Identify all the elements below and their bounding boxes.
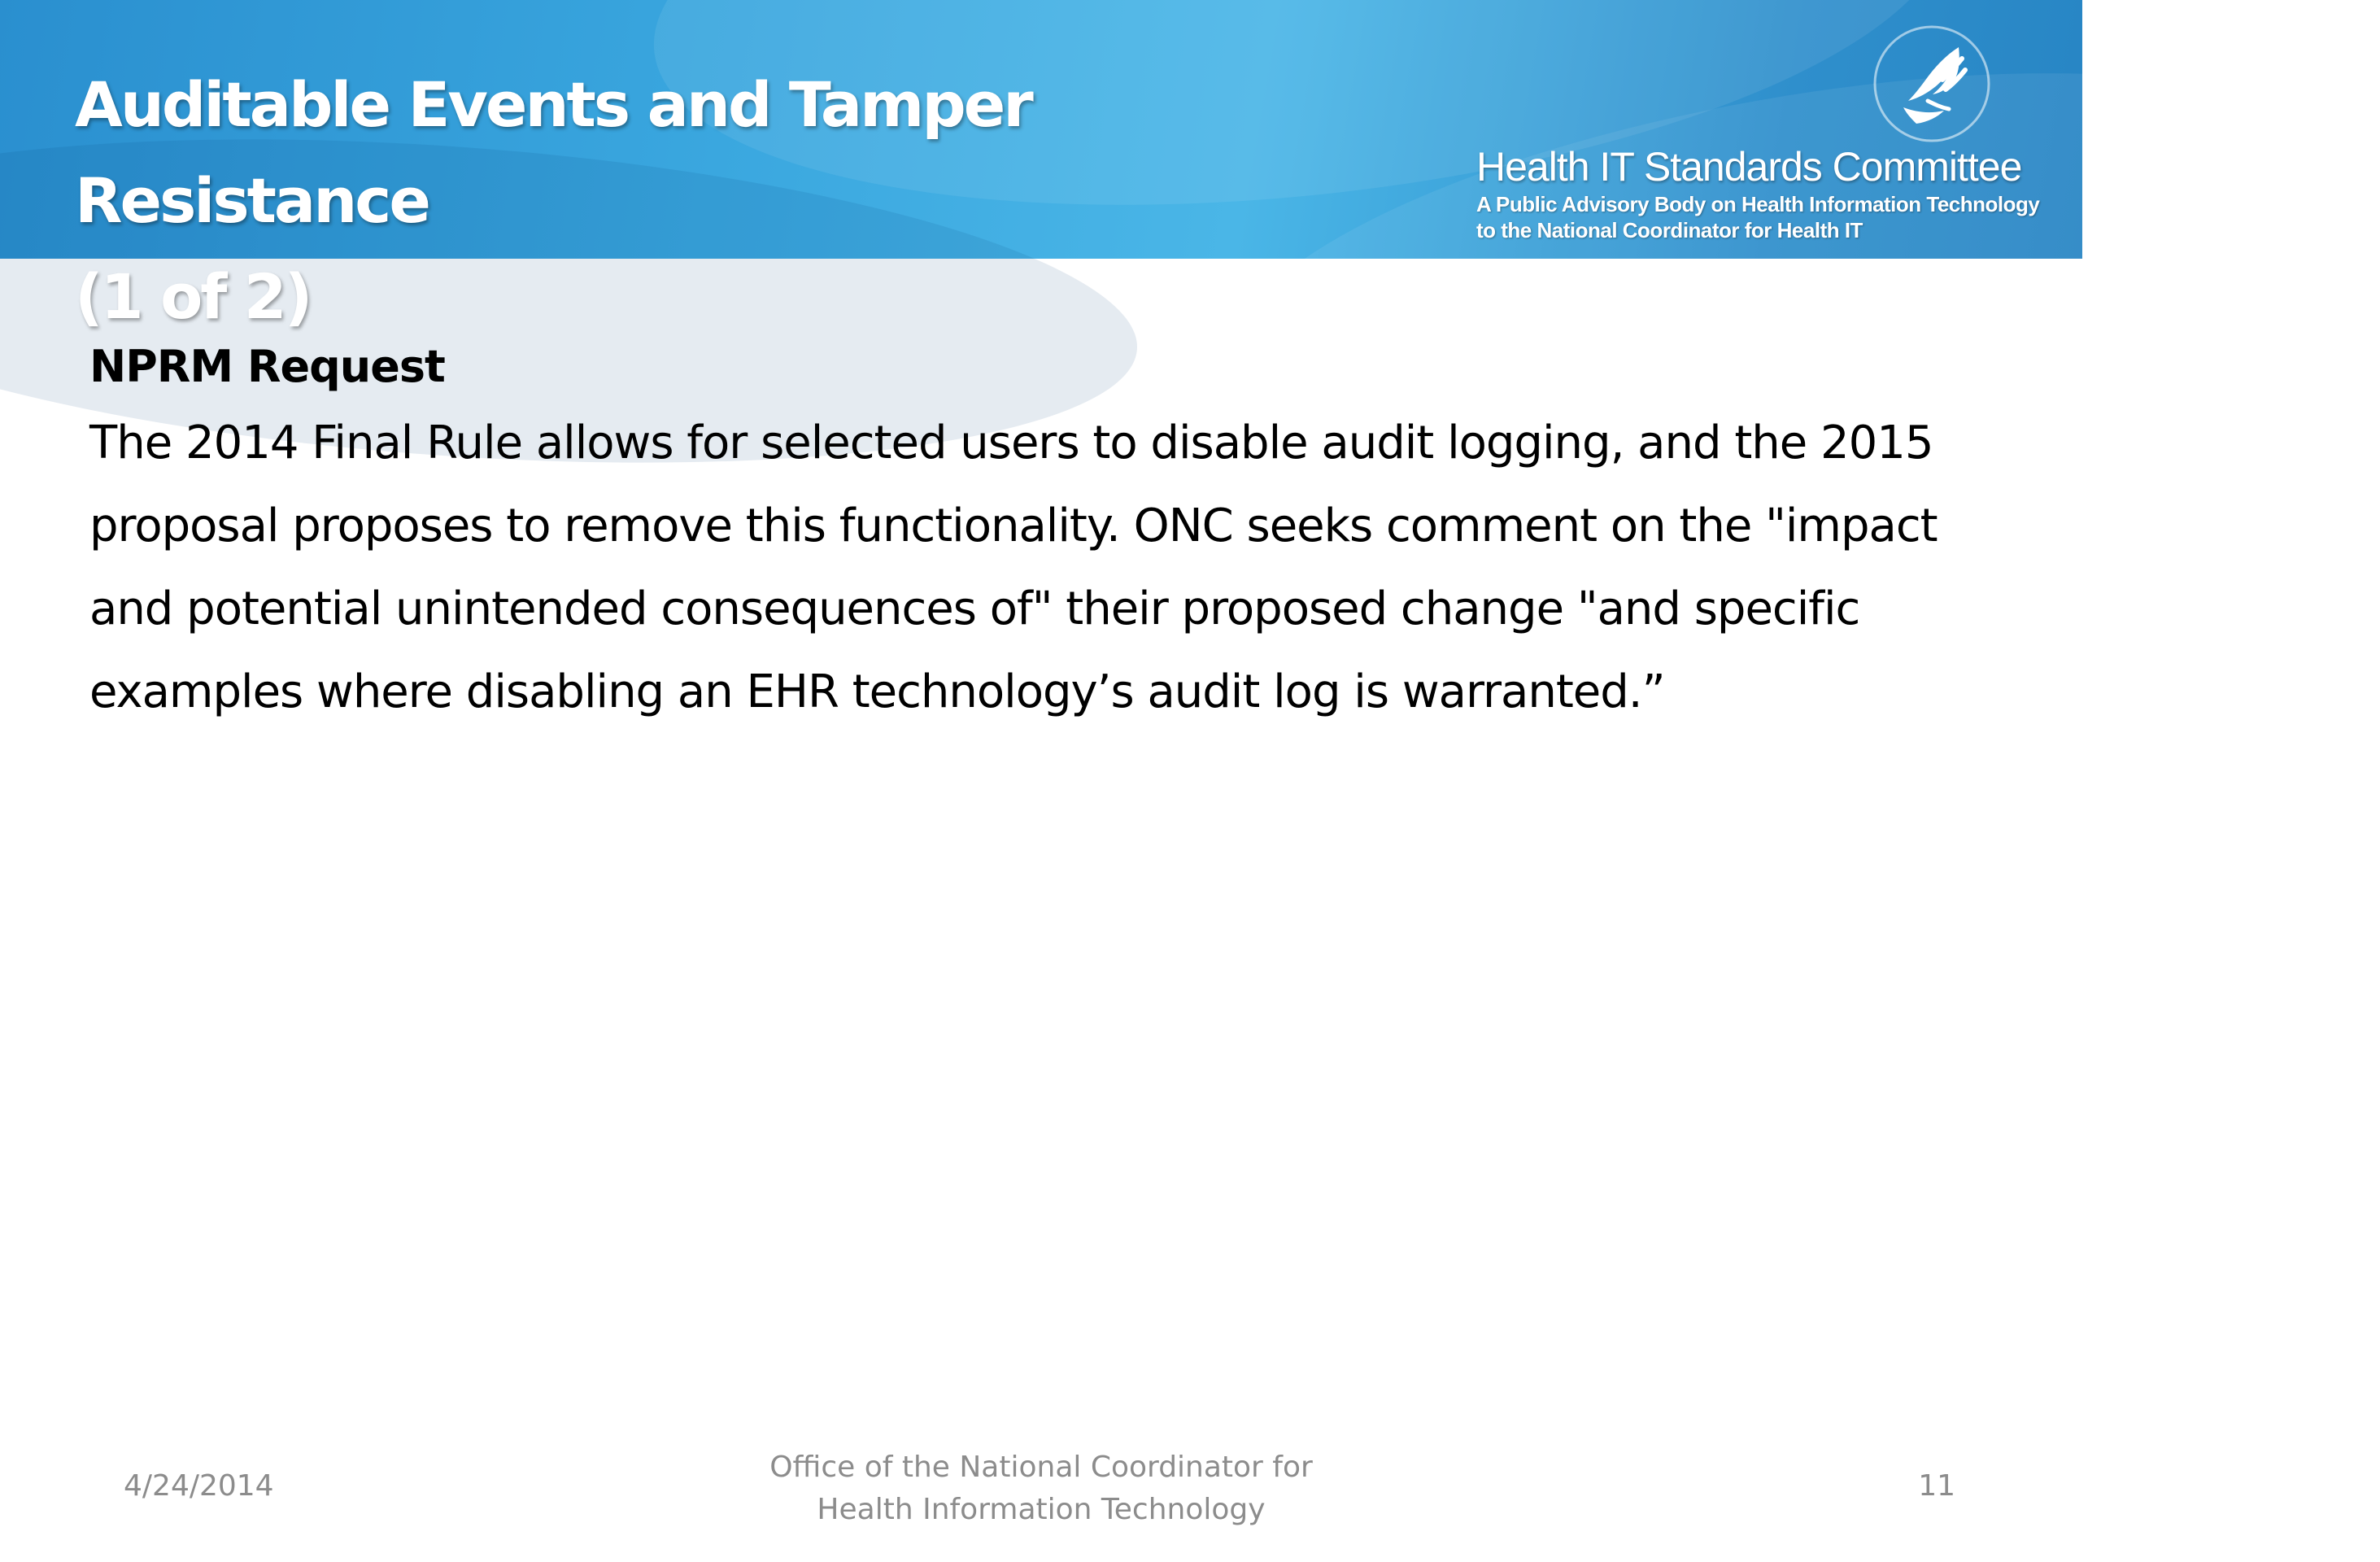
body-paragraph: The 2014 Final Rule allows for selected users to disable audit logging, and the 2015 proposal proposes to remove this functionality. ONC seeks comment on the "impact and potential unintended consequences of" their proposed change "and specific examples where disabling an EHR technology’s audit log is warranted.” xyxy=(89,417,1938,718)
footer-organization xyxy=(716,1446,1367,1531)
slide-title-line2: (1 of 2) xyxy=(75,260,311,333)
slide-title-line1: Auditable Events and Tamper Resistance xyxy=(75,68,1031,237)
footer-org-line1: Office of the National Coordinator for xyxy=(769,1451,1313,1484)
footer-date: 4/24/2014 xyxy=(124,1469,274,1503)
header-banner xyxy=(0,0,2082,333)
slide-content xyxy=(89,332,1985,734)
committee-subtitle-line1: A Public Advisory Body on Health Information Technology xyxy=(1476,192,2040,216)
committee-subtitle-line2: to the National Coordinator for Health IT xyxy=(1476,218,1863,242)
footer-org-line2: Health Information Technology xyxy=(817,1493,1266,1526)
section-heading: NPRM Request xyxy=(89,341,445,392)
slide-title xyxy=(75,57,1376,345)
page-number: 11 xyxy=(1918,1469,1955,1503)
committee-name: Health IT Standards Committee xyxy=(1476,144,2022,190)
hhs-eagle-icon xyxy=(1871,23,1993,145)
